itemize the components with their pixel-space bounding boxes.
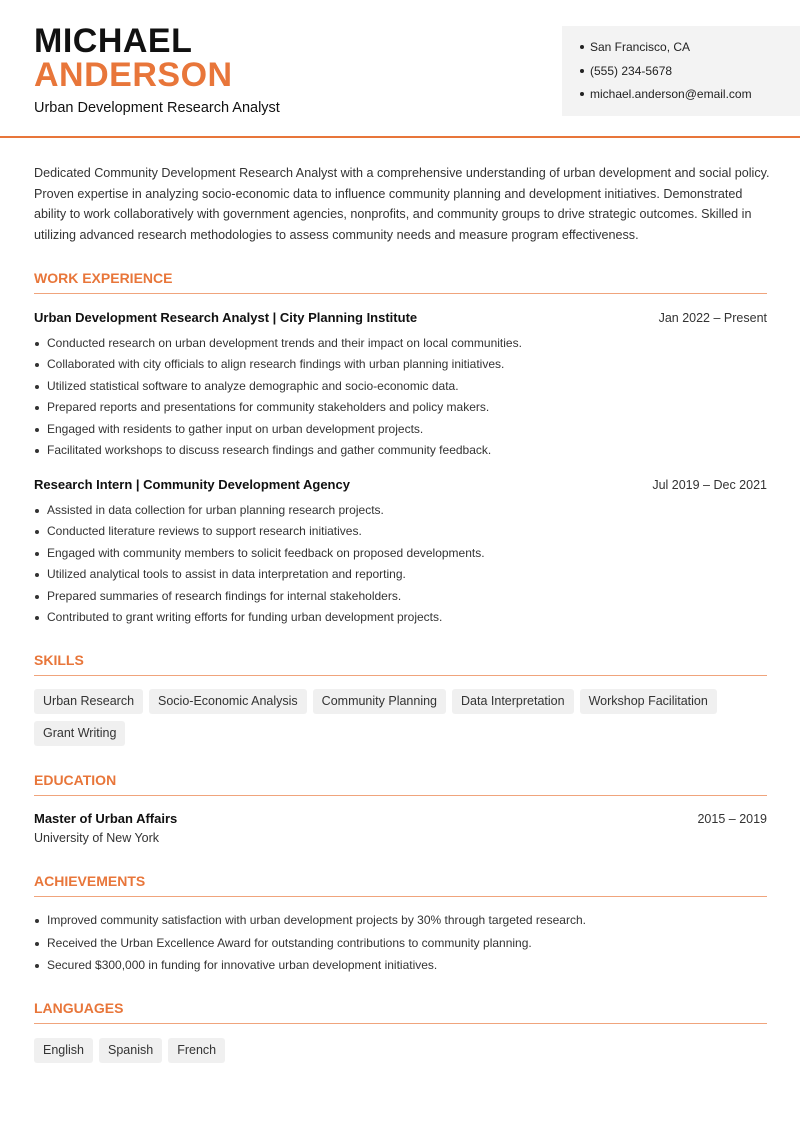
- job-role: Research Intern | Community Development Agency: [34, 477, 350, 492]
- contact-email: michael.anderson@email.com: [580, 83, 782, 107]
- skills-list: [34, 689, 774, 753]
- list-item: Prepared reports and presentations for community stakeholders and policy makers.: [34, 397, 774, 418]
- work-experience-heading: WORK EXPERIENCE: [34, 268, 767, 294]
- list-item: Utilized analytical tools to assist in data interpretation and reporting.: [34, 564, 774, 585]
- job-entry-1: [34, 308, 767, 328]
- summary: Dedicated Community Development Research Analyst with a comprehensive understanding of urban development and social policy. Proven expertise in analyzing socio-economic data to influence community planning and development initiatives. Demonstrated ability to work collaboratively with government agencies, nonprofits, and community groups to drive strategic outcomes. Skilled in utilizing advanced research methodologies to assess community needs and measure program effectiveness.: [34, 166, 770, 243]
- list-item: Engaged with community members to solicit feedback on proposed developments.: [34, 543, 774, 564]
- language-tag: French: [168, 1038, 225, 1063]
- language-tag: Spanish: [99, 1038, 162, 1063]
- education-dates: 2015 – 2019: [697, 812, 767, 826]
- list-item: Conducted literature reviews to support research initiatives.: [34, 521, 774, 542]
- first-name: MICHAEL: [34, 22, 193, 60]
- skill-tag: Community Planning: [313, 689, 446, 714]
- list-item: Utilized statistical software to analyze demographic and socio-economic data.: [34, 376, 774, 397]
- achievements-list: [34, 910, 774, 978]
- skill-tag: Data Interpretation: [452, 689, 574, 714]
- skills-heading: SKILLS: [34, 650, 767, 676]
- contact-location: San Francisco, CA: [580, 36, 782, 60]
- list-item: Received the Urban Excellence Award for outstanding contributions to community planning.: [34, 933, 774, 956]
- list-item: Assisted in data collection for urban planning research projects.: [34, 500, 774, 521]
- skill-tag: Urban Research: [34, 689, 143, 714]
- job-role: Urban Development Research Analyst | City Planning Institute: [34, 310, 418, 325]
- list-item: Prepared summaries of research findings for internal stakeholders.: [34, 586, 774, 607]
- languages-heading: LANGUAGES: [34, 998, 767, 1024]
- list-item: Improved community satisfaction with urban development projects by 30% through targeted research.: [34, 910, 774, 933]
- list-item: Conducted research on urban development trends and their impact on local communities.: [34, 333, 774, 354]
- contact-phone: (555) 234-5678: [580, 60, 782, 84]
- job-dates: Jan 2022 – Present: [658, 311, 767, 325]
- list-item: Collaborated with city officials to align research findings with urban planning initiatives.: [34, 354, 774, 375]
- job-dates: Jul 2019 – Dec 2021: [652, 478, 767, 492]
- list-item: Secured $300,000 in funding for innovative urban development initiatives.: [34, 955, 774, 978]
- skill-tag: Workshop Facilitation: [580, 689, 717, 714]
- degree: Master of Urban Affairs: [34, 811, 178, 826]
- job-title: Urban Development Research Analyst: [34, 100, 280, 116]
- last-name: ANDERSON: [34, 56, 233, 94]
- resume-header: [0, 0, 800, 138]
- job-2-bullets: [34, 500, 774, 628]
- languages-list: [34, 1038, 774, 1070]
- education-entry: [34, 809, 767, 829]
- skill-tag: Socio-Economic Analysis: [149, 689, 307, 714]
- list-item: Engaged with residents to gather input on urban development projects.: [34, 419, 774, 440]
- institution: University of New York: [34, 831, 160, 845]
- list-item: Contributed to grant writing efforts for funding urban development projects.: [34, 607, 774, 628]
- list-item: Facilitated workshops to discuss research findings and gather community feedback.: [34, 440, 774, 461]
- achievements-heading: ACHIEVEMENTS: [34, 871, 767, 897]
- skill-tag: Grant Writing: [34, 721, 125, 746]
- job-1-bullets: [34, 333, 774, 461]
- education-heading: EDUCATION: [34, 770, 767, 796]
- language-tag: English: [34, 1038, 93, 1063]
- job-entry-2: [34, 475, 767, 495]
- contact-box: [562, 26, 800, 116]
